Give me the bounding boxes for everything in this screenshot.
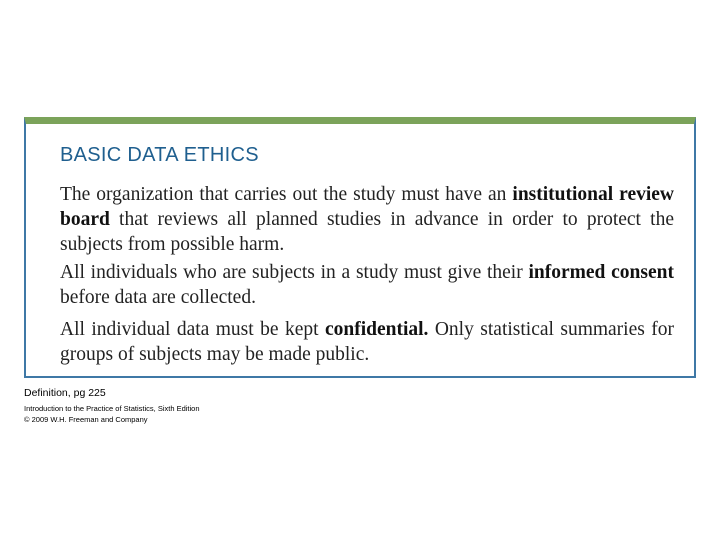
box-title: BASIC DATA ETHICS (60, 144, 259, 166)
paragraph-text: Only statistical summaries for groups of subjects may be made public. (60, 319, 675, 365)
bold-term-institutional-review-board: institutional review board (60, 184, 675, 230)
paragraph-text: that reviews all planned studies in advance in order to protect the subjects from possible harm. (60, 209, 674, 255)
definition-box (24, 117, 696, 378)
bold-term-informed-consent: informed consent (528, 262, 674, 283)
book-title-caption: Introduction to the Practice of Statistics, Sixth Edition (24, 404, 200, 413)
paragraph-text: The organization that carries out the study must have an (60, 184, 513, 205)
paragraph-irb (60, 182, 674, 257)
copyright-caption: © 2009 W.H. Freeman and Company (24, 415, 148, 424)
definition-caption: Definition, pg 225 (24, 387, 106, 399)
paragraph-confidentiality (60, 317, 674, 367)
paragraph-informed-consent (60, 260, 674, 310)
bold-term-confidential: confidential. (324, 319, 429, 340)
paragraph-text: All individual data must be kept (60, 319, 325, 340)
paragraph-text: before data are collected. (60, 287, 256, 308)
paragraph-text: All individuals who are subjects in a study must give their (60, 262, 529, 283)
